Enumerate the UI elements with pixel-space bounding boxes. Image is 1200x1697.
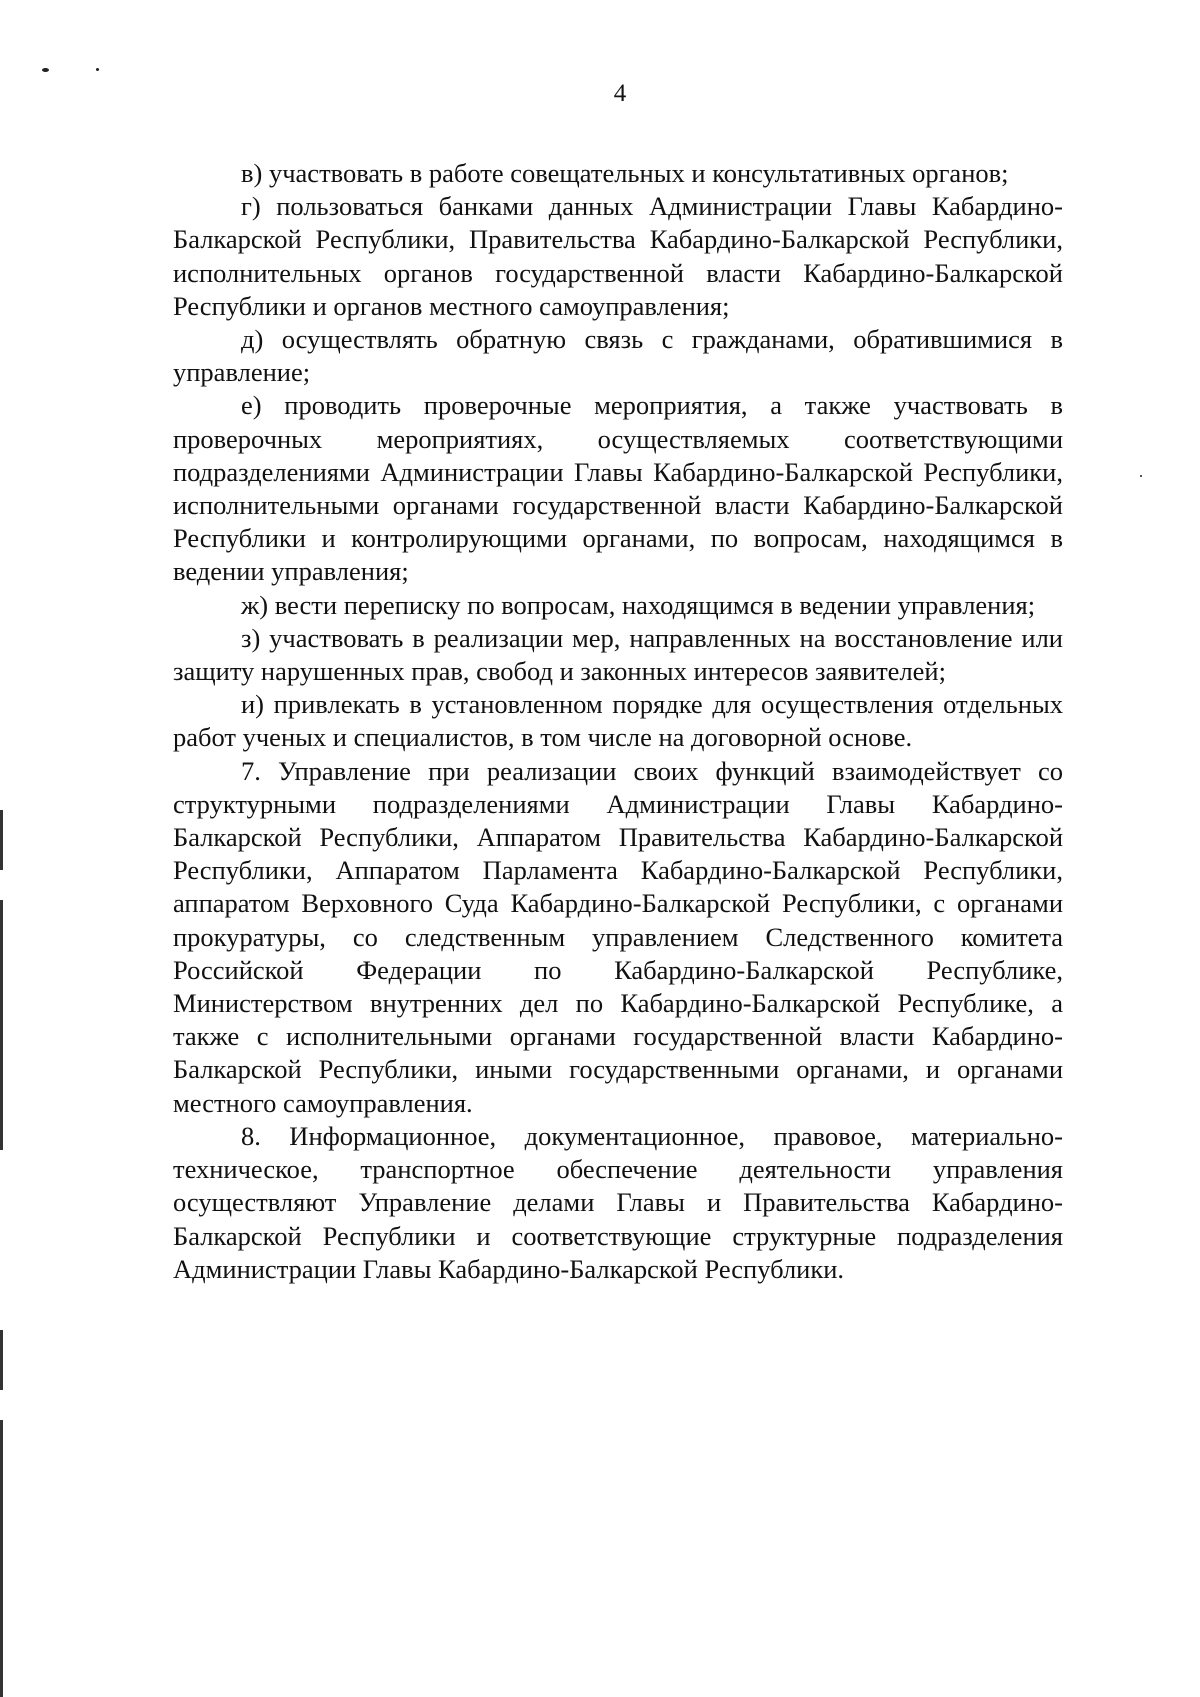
list-item-g: г) пользоваться банками данных Администрации Главы Кабардино-Балкарской Республики, Правительства Кабардино-Балкарской Республики, исполнительных органов государственной власти Кабардино-Балкарской Республики и органов местного самоуправления; (173, 191, 1063, 321)
list-item-i: и) привлекать в установленном порядке для осуществления отдельных работ ученых и специалистов, в том числе на договорной основе. (173, 689, 1063, 753)
scan-speck (1140, 475, 1142, 477)
scan-edge-mark (0, 810, 3, 870)
scan-edge-mark (0, 1420, 3, 1697)
list-item-e: е) проводить проверочные мероприятия, а также участвовать в проверочных мероприятиях, осуществляемых соответствующими подразделениями Администрации Главы Кабардино-Балкарской Республики, исполнительными органами государственной власти Кабардино-Балкарской Республики и контролирующими органами, по вопросам, находящимся в ведении управления; (173, 390, 1063, 587)
list-item-zh: ж) вести переписку по вопросам, находящимся в ведении управления; (241, 589, 1036, 620)
list-item-z: з) участвовать в реализации мер, направленных на восстановление или защиту нарушенных прав, свобод и законных интересов заявителей; (173, 622, 1063, 687)
section-8-paragraph: 8. Информационное, документационное, правовое, материально-техническое, транспортное обеспечение деятельности управления осуществляют Управление делами Главы и Правительства Кабардино-Балкарской Республики и соответствующие структурные подразделения Администрации Главы Кабардино-Балкарской Республики. (173, 1120, 1063, 1284)
list-item-v: в) участвовать в работе совещательных и консультативных органов; (241, 158, 1009, 188)
section-7-paragraph: 7. Управление при реализации своих функций взаимодействует со структурными подразделениями Администрации Главы Кабардино-Балкарской Республики, Аппаратом Правительства Кабардино-Балкарской Республики, Аппаратом Парламента Кабардино-Балкарской Республики, аппаратом Верховного Суда Кабардино-Балкарской Республики, с органами прокуратуры, со следственным управлением Следственного комитета Российской Федерации по Кабардино-Балкарской Республике, Министерством внутренних дел по Кабардино-Балкарской Республике, а также с исполнительными органами государственной власти Кабардино-Балкарской Республики, иными государственными органами, и органами местного самоуправления. (173, 755, 1063, 1118)
document-body (173, 157, 1063, 1286)
scan-speck (42, 68, 49, 72)
list-item-d: д) осуществлять обратную связь с гражданами, обратившимися в управление; (173, 324, 1063, 388)
scan-edge-mark (0, 900, 3, 1150)
scan-speck (96, 68, 99, 71)
scan-edge-mark (0, 1330, 3, 1390)
page-number: 4 (613, 80, 627, 107)
